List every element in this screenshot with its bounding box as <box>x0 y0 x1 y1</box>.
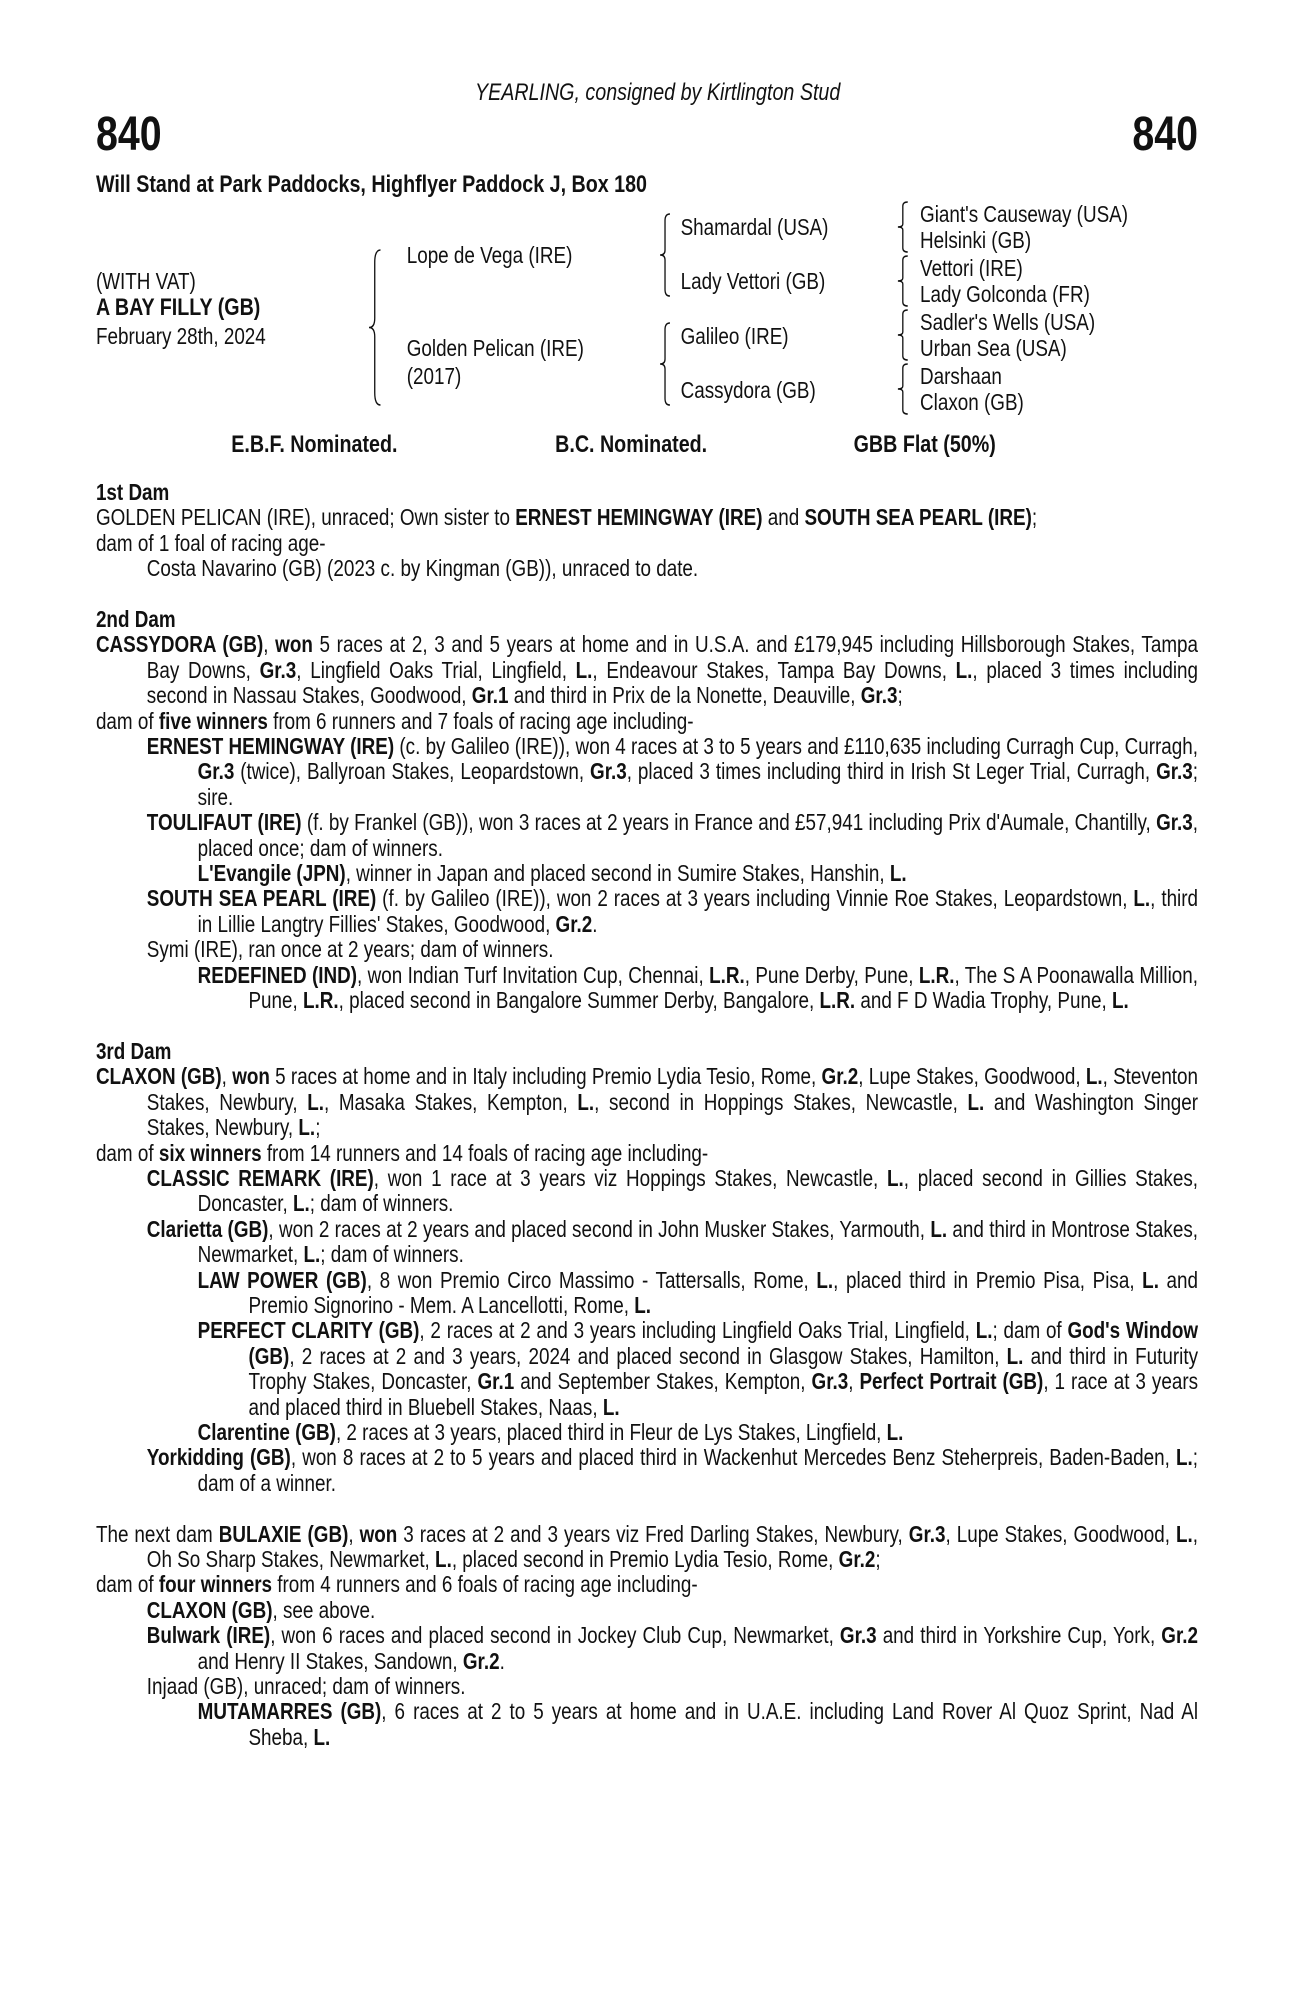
entry-text: The next dam <box>95 1520 219 1547</box>
ancestor-gen3: Helsinki (GB) <box>920 227 1032 253</box>
bold-text: Gr.3 <box>259 656 297 683</box>
bold-text: L. <box>298 1114 316 1141</box>
entry-text: , Lingfield Oaks Trial, Lingfield, <box>296 656 576 683</box>
entry-text: and Washington Singer Stakes, Newbury, <box>146 1088 1199 1141</box>
bold-text: won <box>275 631 313 658</box>
pedigree-brace <box>369 250 380 405</box>
bold-text: Gr.3 <box>839 1622 877 1649</box>
pedigree-entry <box>96 937 1198 962</box>
entry-text: , Oh So Sharp Stakes, Newmarket, <box>146 1520 1199 1573</box>
entry-text: and Henry II Stakes, Sandown, <box>197 1647 463 1674</box>
entry-text: , <box>263 631 276 658</box>
pedigree-entry <box>96 861 1198 886</box>
section-gap <box>96 582 1198 607</box>
entry-text: from 4 runners and 6 foals of racing age including- <box>272 1571 698 1598</box>
entry-text: , 6 races at 2 to 5 years at home and in U.A.E. including Land Rover Al Quoz Sprint, Nad Al Sheba, <box>248 1698 1199 1750</box>
bold-text: Gr.3 <box>860 682 898 709</box>
bold-text: L. <box>1133 885 1151 912</box>
pedigree-entry <box>96 1699 1198 1750</box>
bold-text: L.R. <box>709 961 745 988</box>
pedigree-entry <box>96 1445 1198 1496</box>
entry-text: Symi (IRE), ran once at 2 years; dam of winners. <box>146 936 554 963</box>
ancestor-gen3: Darshaan <box>920 363 1002 389</box>
bold-text: CLAXON (GB) <box>95 1063 222 1090</box>
pedigree-entry <box>96 1318 1198 1420</box>
pedigree-entry <box>96 556 1198 581</box>
sire-sire: Shamardal (USA) <box>680 214 829 240</box>
entry-text: , won 6 races and placed second in Jockey Club Cup, Newmarket, <box>270 1622 840 1649</box>
entry-text: and third in Futurity Trophy Stakes, Doncaster, <box>248 1342 1199 1395</box>
bold-text: four winners <box>158 1571 273 1598</box>
entry-text: , see above. <box>272 1596 376 1623</box>
pedigree-entry <box>96 886 1198 937</box>
bc-nomination: B.C. Nominated. <box>555 431 708 458</box>
entry-text: , won Indian Turf Invitation Cup, Chennai, <box>357 961 710 988</box>
entry-text: from 14 runners and 14 foals of racing age including- <box>261 1139 709 1166</box>
bold-text: SOUTH SEA PEARL (IRE) <box>146 885 377 912</box>
sire: Lope de Vega (IRE) <box>406 242 573 268</box>
bold-text: Gr.2 <box>1161 1622 1199 1649</box>
bold-text: Gr.1 <box>471 682 509 709</box>
bold-text: L. <box>886 1419 904 1445</box>
section-heading: 3rd Dam <box>95 1037 172 1064</box>
entry-text: dam of 1 foal of racing age- <box>95 529 326 556</box>
entry-text: , Lupe Stakes, Goodwood, <box>945 1520 1176 1547</box>
pedigree-brace <box>898 364 908 414</box>
entry-text: , Pune Derby, Pune, <box>744 961 919 988</box>
bold-text: CLAXON (GB) <box>146 1596 273 1623</box>
bold-text: CASSYDORA (GB) <box>95 631 264 658</box>
pedigree-entry <box>96 1522 1198 1573</box>
bold-text: Gr.3 <box>197 758 235 785</box>
bold-text: L. <box>575 656 593 683</box>
bold-text: L.R. <box>918 961 955 988</box>
dam-year: (2017) <box>406 363 462 389</box>
entry-text: ; dam of winners. <box>309 1190 454 1217</box>
entry-text: Injaad (GB), unraced; dam of winners. <box>146 1673 466 1700</box>
bold-text: L. <box>307 1088 324 1115</box>
bold-text: L. <box>1085 1063 1103 1090</box>
pedigree-brace <box>898 202 908 252</box>
bold-text: L. <box>435 1546 452 1573</box>
entry-text: and F D Wadia Trophy, Pune, <box>855 987 1112 1014</box>
pedigree-entry <box>96 734 1198 810</box>
bold-text: L.R. <box>302 987 339 1014</box>
pedigree-entry <box>96 1420 1198 1445</box>
entry-text: , Lupe Stakes, Goodwood, <box>858 1063 1086 1090</box>
entry-text: , won 1 race at 3 years viz Hoppings Stakes, Newcastle, <box>373 1164 888 1191</box>
bold-text: Gr.3 <box>1156 758 1193 785</box>
bold-text: six winners <box>158 1139 262 1166</box>
pedigree-entry <box>96 1166 1198 1217</box>
entry-text: , The S A Poonawalla Million, Pune, <box>248 961 1199 1014</box>
bold-text: PERFECT CLARITY (GB) <box>197 1317 420 1344</box>
pedigree-entry <box>96 963 1198 1014</box>
bold-text: BULAXIE (GB) <box>218 1520 349 1547</box>
pedigree-brace <box>660 323 670 405</box>
consignment-line: YEARLING, consigned by Kirtlington Stud <box>474 79 841 106</box>
ancestor-gen3: Claxon (GB) <box>920 389 1024 415</box>
entry-text: dam of <box>95 707 159 734</box>
entry-text: ; <box>315 1114 321 1141</box>
entry-text: (f. by Frankel (GB)), won 3 races at 2 years in France and £57,941 including Prix d'Aumale, Chantilly, <box>301 809 1157 836</box>
bold-text: Clarentine (GB) <box>197 1419 336 1445</box>
bold-text: L. <box>293 1190 310 1217</box>
bold-text: L. <box>975 1317 993 1344</box>
entry-text: , placed second in Gillies Stakes, Doncaster, <box>197 1164 1199 1217</box>
entry-text: (twice), Ballyroan Stakes, Leopardstown, <box>234 758 591 785</box>
entry-text: and third in Yorkshire Cup, York, <box>876 1622 1162 1649</box>
section-gap <box>96 1496 1198 1521</box>
bold-text: L. <box>303 1241 321 1268</box>
entry-text: , placed third in Premio Pisa, Pisa, <box>833 1266 1143 1293</box>
bold-text: CLASSIC REMARK (IRE) <box>146 1164 374 1191</box>
entry-text: dam of <box>95 1139 159 1166</box>
pedigree-entry <box>96 810 1198 861</box>
bold-text: Gr.3 <box>908 1520 946 1547</box>
entry-text: ; <box>875 1546 881 1573</box>
bold-text: L. <box>634 1291 651 1318</box>
bold-text: L. <box>1175 1520 1193 1547</box>
entry-text: ; <box>1031 504 1038 531</box>
stand-location: Will Stand at Park Paddocks, Highflyer Paddock J, Box 180 <box>95 171 647 198</box>
entry-text: , <box>848 1368 860 1395</box>
pedigree-entry <box>96 709 1198 734</box>
bold-text: Yorkidding (GB) <box>146 1444 291 1471</box>
entry-text: , 2 races at 2 and 3 years, 2024 and placed second in Glasgow Stakes, Hamilton, <box>289 1342 1007 1369</box>
bold-text: L. <box>313 1723 331 1750</box>
bold-text: Bulwark (IRE) <box>146 1622 271 1649</box>
dam: Golden Pelican (IRE) <box>406 335 584 361</box>
entry-text: (f. by Galileo (IRE)), won 2 races at 3 years including Vinnie Roe Stakes, Leopardstown, <box>376 885 1134 912</box>
entry-text: , won 2 races at 2 years and placed second in John Musker Stakes, Yarmouth, <box>268 1215 931 1242</box>
entry-text: , <box>348 1520 360 1547</box>
bold-text: TOULIFAUT (IRE) <box>146 809 302 836</box>
ancestor-gen3: Giant's Causeway (USA) <box>920 201 1129 227</box>
entry-text: ; dam of <box>992 1317 1068 1344</box>
pedigree-entry <box>96 1598 1198 1623</box>
bold-text: Gr.2 <box>555 910 593 937</box>
pedigree-entry <box>96 1674 1198 1699</box>
bold-text: L. <box>887 1164 904 1191</box>
bold-text: Gr.2 <box>462 1647 500 1674</box>
bold-text: won <box>359 1520 398 1547</box>
bold-text: L. <box>1142 1266 1159 1293</box>
pedigree-entry <box>96 531 1198 556</box>
bold-text: MUTAMARRES (GB) <box>197 1698 382 1725</box>
bold-text: L. <box>1176 1444 1193 1471</box>
entry-text: , 2 races at 2 and 3 years including Lingfield Oaks Trial, Lingfield, <box>419 1317 976 1344</box>
bold-text: L. <box>1111 987 1129 1014</box>
entry-text: 5 races at home and in Italy including Premio Lydia Tesio, Rome, <box>269 1063 822 1090</box>
bold-text: five winners <box>158 707 268 734</box>
bold-text: L. <box>577 1088 595 1115</box>
ebf-nomination: E.B.F. Nominated. <box>231 431 398 458</box>
bold-text: LAW POWER (GB) <box>197 1266 367 1293</box>
entry-text: from 6 runners and 7 foals of racing age including- <box>267 707 694 734</box>
bold-text: L. <box>602 1393 620 1420</box>
bold-text: L'Evangile (JPN) <box>197 860 346 887</box>
pedigree-entry <box>96 1268 1198 1319</box>
entry-text: and third in Montrose Stakes, Newmarket, <box>197 1215 1199 1268</box>
entry-text: , 2 races at 3 years, placed third in Fleur de Lys Stakes, Lingfield, <box>335 1419 887 1445</box>
pedigree-brace <box>898 256 908 306</box>
entry-text: . <box>499 1647 505 1674</box>
entry-text: 5 races at 2, 3 and 5 years at home and in U.S.A. and £179,945 including Hillsborough Stakes, Tampa Bay Downs, <box>146 631 1199 683</box>
entry-text: ; dam of a winner. <box>197 1444 1199 1496</box>
entry-text: , 8 won Premio Circo Massimo - Tattersalls, Rome, <box>366 1266 817 1293</box>
bold-text: Gr.3 <box>590 758 627 785</box>
entry-text: and September Stakes, Kempton, <box>514 1368 812 1395</box>
dam-line-body <box>96 480 1198 1750</box>
ancestor-gen3: Lady Golconda (FR) <box>920 281 1090 307</box>
entry-text: ; <box>897 682 903 709</box>
lot-number-left: 840 <box>95 108 162 161</box>
ancestor-gen3: Urban Sea (USA) <box>920 335 1067 361</box>
lot-number-right: 840 <box>1132 108 1199 161</box>
section-gap <box>96 1014 1198 1039</box>
bold-text: L. <box>930 1215 948 1242</box>
bold-text: Gr.3 <box>811 1368 849 1395</box>
entry-text: (c. by Galileo (IRE)), won 4 races at 3 to 5 years and £110,635 including Curragh Cup, Curragh, <box>394 733 1199 760</box>
bold-text: L.R. <box>819 987 856 1014</box>
entry-text: 3 races at 2 and 3 years viz Fred Darling Stakes, Newbury, <box>397 1520 909 1547</box>
pedigree-entry <box>96 1623 1198 1674</box>
entry-text: , placed once; dam of winners. <box>197 809 1199 861</box>
pedigree-entry <box>96 1217 1198 1268</box>
entry-text: , placed second in Premio Lydia Tesio, Rome, <box>451 1546 839 1573</box>
entry-text: . <box>592 910 598 937</box>
entry-text: , placed 3 times including third in Irish St Leger Trial, Curragh, <box>626 758 1157 785</box>
entry-text: and Premio Signorino - Mem. A Lancellotti, Rome, <box>248 1266 1199 1318</box>
bold-text: L. <box>889 860 907 887</box>
entry-text: dam of <box>95 1571 159 1598</box>
entry-text: and <box>762 504 805 531</box>
entry-text: , 1 race at 3 years and placed third in Bluebell Stakes, Naas, <box>248 1368 1199 1420</box>
pedigree-brace <box>898 310 908 360</box>
entry-text: , winner in Japan and placed second in Sumire Stakes, Hanshin, <box>345 860 890 887</box>
entry-text: , placed second in Bangalore Summer Derby, Bangalore, <box>338 987 820 1014</box>
pedigree-entry <box>96 505 1198 530</box>
bold-text: Gr.1 <box>477 1368 515 1395</box>
pedigree-brace <box>660 214 670 296</box>
bold-text: L. <box>816 1266 834 1293</box>
pedigree-entry <box>96 1064 1198 1140</box>
bold-text: L. <box>967 1088 985 1115</box>
bold-text: ERNEST HEMINGWAY (IRE) <box>515 504 763 531</box>
bold-text: REDEFINED (IND) <box>197 961 358 988</box>
gbb-flat: GBB Flat (50%) <box>853 431 996 458</box>
bold-text: L. <box>1006 1342 1024 1369</box>
vat-note: (WITH VAT) <box>95 268 196 294</box>
pedigree-entry <box>96 632 1198 708</box>
bold-text: Clarietta (GB) <box>146 1215 269 1242</box>
entry-text: and third in Prix de la Nonette, Deauville, <box>508 682 861 709</box>
pedigree-entry <box>96 1572 1198 1597</box>
entry-text: , Steventon Stakes, Newbury, <box>146 1063 1199 1115</box>
entry-text: , won 8 races at 2 to 5 years and placed third in Wackenhut Mercedes Benz Steherpreis, Baden-Baden, <box>290 1444 1177 1471</box>
entry-text: , placed 3 times including second in Nassau Stakes, Goodwood, <box>146 656 1199 709</box>
bold-text: won <box>232 1063 270 1090</box>
bold-text: ERNEST HEMINGWAY (IRE) <box>146 733 395 760</box>
section-heading: 2nd Dam <box>95 606 176 633</box>
ancestor-gen3: Vettori (IRE) <box>920 255 1023 281</box>
ancestor-gen3: Sadler's Wells (USA) <box>920 309 1096 335</box>
bold-text: L. <box>955 656 973 683</box>
foaling-date: February 28th, 2024 <box>95 323 266 349</box>
entry-text: ; sire. <box>197 758 1199 810</box>
entry-text: , Masaka Stakes, Kempton, <box>323 1088 578 1115</box>
sire-dam: Lady Vettori (GB) <box>680 268 826 294</box>
entry-text: GOLDEN PELICAN (IRE), unraced; Own sister to <box>95 504 516 531</box>
bold-text: Perfect Portrait (GB) <box>859 1368 1044 1395</box>
entry-text: ; dam of winners. <box>320 1241 464 1268</box>
entry-text: Costa Navarino (GB) (2023 c. by Kingman (GB)), unraced to date. <box>146 555 699 582</box>
entry-text: , second in Hoppings Stakes, Newcastle, <box>594 1088 968 1115</box>
bold-text: SOUTH SEA PEARL (IRE) <box>804 504 1032 531</box>
dam-dam: Cassydora (GB) <box>680 377 816 403</box>
entry-text: , Endeavour Stakes, Tampa Bay Downs, <box>592 656 956 683</box>
pedigree-entry <box>96 1141 1198 1166</box>
bold-text: Gr.3 <box>1156 809 1193 836</box>
dam-sire: Galileo (IRE) <box>680 323 789 349</box>
horse-name: A BAY FILLY (GB) <box>95 294 261 321</box>
entry-text: , third in Lillie Langtry Fillies' Stakes, Goodwood, <box>197 885 1199 937</box>
section-heading: 1st Dam <box>95 479 170 505</box>
bold-text: Gr.2 <box>838 1546 876 1573</box>
bold-text: Gr.2 <box>821 1063 859 1090</box>
entry-text: , <box>221 1063 233 1090</box>
bold-text: God's Window (GB) <box>248 1317 1199 1369</box>
